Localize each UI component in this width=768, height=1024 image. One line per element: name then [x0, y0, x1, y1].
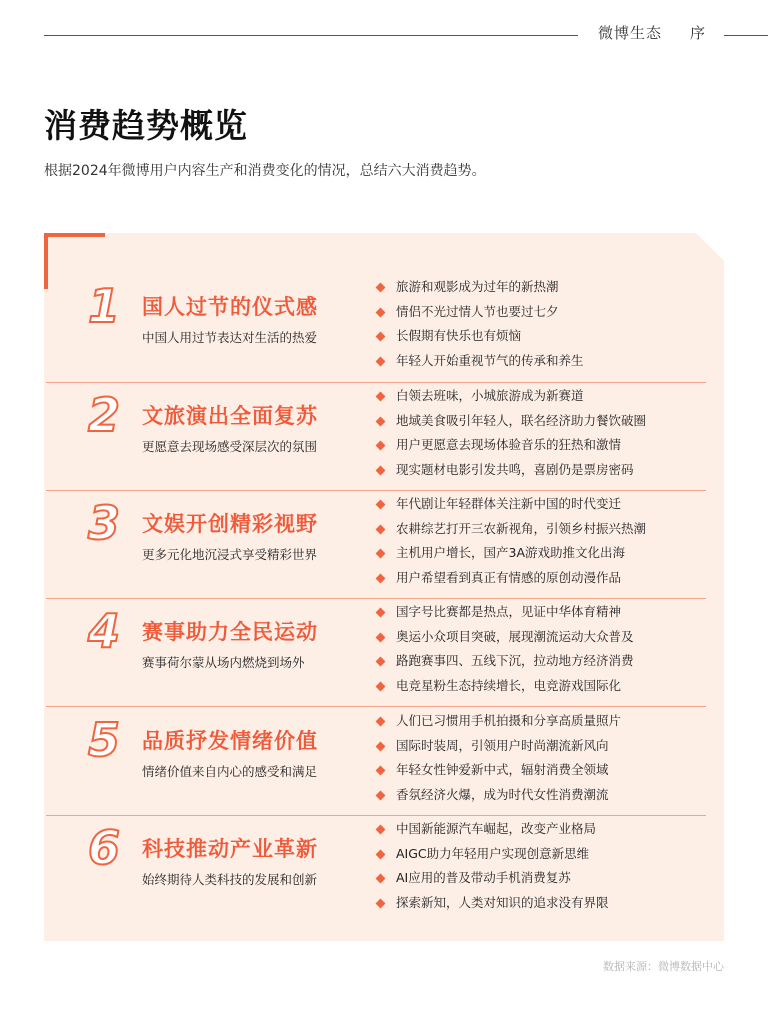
trend-divider: [46, 598, 706, 599]
trend-item-2: [44, 384, 724, 492]
header-rule-left: [44, 35, 578, 36]
trend-bullet-list: [374, 384, 646, 482]
trend-title: 科技推动产业革新: [142, 837, 318, 861]
trend-bullet: 地域美食吸引年轻人，联名经济助力餐饮破圈: [374, 409, 646, 434]
trend-bullet-list: [374, 492, 646, 590]
trend-item-6: [44, 817, 724, 925]
trend-bullet: 国际时装周，引领用户时尚潮流新风向: [374, 734, 621, 759]
trend-description: 更多元化地沉浸式享受精彩世界: [142, 547, 318, 562]
trend-title: 国人过节的仪式感: [142, 295, 318, 319]
trend-bullet: 年轻人开始重视节气的传承和养生: [374, 349, 584, 374]
trend-bullet: 年轻女性钟爱新中式，辐射消费全领域: [374, 758, 621, 783]
trend-title: 文娱开创精彩视野: [142, 512, 318, 536]
trend-bullet: 主机用户增长，国产3A游戏助推文化出海: [374, 541, 646, 566]
trend-bullet: 香氛经济火爆，成为时代女性消费潮流: [374, 783, 621, 808]
trend-divider: [46, 815, 706, 816]
trend-title: 文旅演出全面复苏: [142, 404, 318, 428]
trend-number: 4: [88, 604, 121, 658]
trend-bullet: 情侣不光过情人节也要过七夕: [374, 300, 584, 325]
panel-corner-accent: [44, 233, 105, 237]
trend-divider: [46, 490, 706, 491]
trend-bullet: 旅游和观影成为过年的新热潮: [374, 275, 584, 300]
trend-description: 始终期待人类科技的发展和创新: [142, 872, 318, 887]
header-section-label: 微博生态: [598, 24, 663, 42]
trend-divider: [46, 706, 706, 707]
trend-bullet: 年代剧让年轻群体关注新中国的时代变迁: [374, 492, 646, 517]
page-title: 消费趋势概览: [44, 106, 248, 145]
trend-divider: [46, 382, 706, 383]
trend-number: 2: [88, 388, 121, 442]
trend-description: 更愿意去现场感受深层次的氛围: [142, 439, 318, 454]
trend-item-4: [44, 600, 724, 708]
trend-number: 3: [88, 496, 121, 550]
trend-bullet: 农耕综艺打开三农新视角，引领乡村振兴热潮: [374, 517, 646, 542]
trend-bullet: 探索新知，人类对知识的追求没有界限: [374, 891, 609, 916]
trend-bullet-list: [374, 275, 584, 373]
trend-bullet: 奥运小众项目突破，展现潮流运动大众普及: [374, 625, 634, 650]
trend-bullet: 用户希望看到真正有情感的原创动漫作品: [374, 566, 646, 591]
trend-bullet: 白领去班味，小城旅游成为新赛道: [374, 384, 646, 409]
trend-bullet: AIGC助力年轻用户实现创意新思维: [374, 842, 609, 867]
trend-bullet: 用户更愿意去现场体验音乐的狂热和激情: [374, 433, 646, 458]
trend-description: 情绪价值来自内心的感受和满足: [142, 764, 318, 779]
trend-title: 品质抒发情绪价值: [142, 729, 318, 753]
trend-bullet-list: [374, 817, 609, 915]
trend-bullet: 现实题材电影引发共鸣，喜剧仍是票房密码: [374, 458, 646, 483]
trend-bullet: 电竞星粉生态持续增长，电竞游戏国际化: [374, 674, 634, 699]
trend-bullet: 国字号比赛都是热点，见证中华体育精神: [374, 600, 634, 625]
header-chapter-label: 序: [690, 24, 706, 42]
trend-bullet: 路跑赛事四、五线下沉，拉动地方经济消费: [374, 649, 634, 674]
trend-number: 6: [88, 821, 121, 875]
header-rule-right: [724, 35, 768, 36]
trend-item-5: [44, 709, 724, 817]
page-subtitle: 根据2024年微博用户内容生产和消费变化的情况，总结六大消费趋势。: [44, 163, 486, 179]
data-source-note: 数据来源：微博数据中心: [603, 960, 724, 973]
trend-number: 1: [88, 279, 121, 333]
trend-bullet-list: [374, 709, 621, 807]
trend-bullet: 人们已习惯用手机拍摄和分享高质量照片: [374, 709, 621, 734]
trend-bullet-list: [374, 600, 634, 698]
trend-description: 中国人用过节表达对生活的热爱: [142, 330, 318, 345]
trend-bullet: AI应用的普及带动手机消费复苏: [374, 866, 609, 891]
trend-item-1: [44, 275, 724, 383]
trend-bullet: 中国新能源汽车崛起，改变产业格局: [374, 817, 609, 842]
trend-item-3: [44, 492, 724, 600]
trend-title: 赛事助力全民运动: [142, 620, 318, 644]
trend-bullet: 长假期有快乐也有烦恼: [374, 324, 584, 349]
trend-description: 赛事荷尔蒙从场内燃烧到场外: [142, 655, 305, 670]
trend-number: 5: [88, 713, 121, 767]
